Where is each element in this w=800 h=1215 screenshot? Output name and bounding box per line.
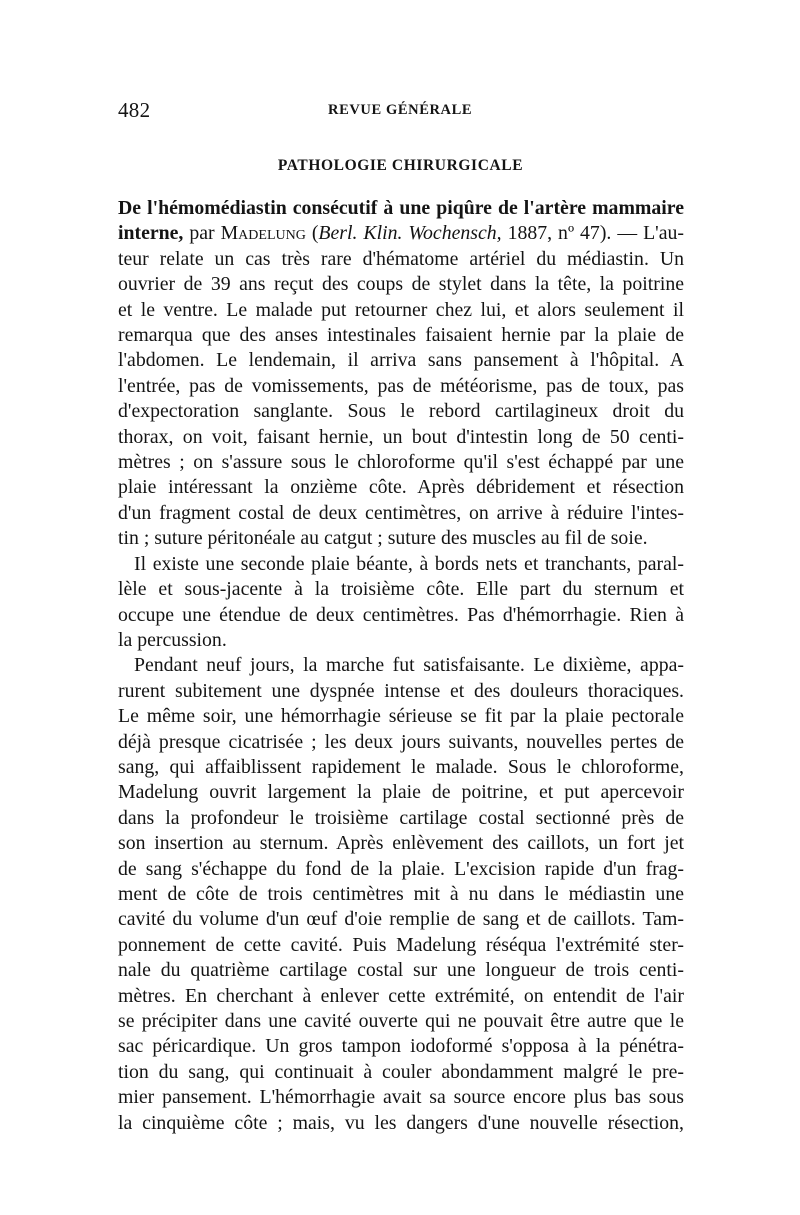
text-line: ment de côte de trois centimètres mit à nu dans le médiastin une [118,882,684,905]
text-line: d'expectoration sanglante. Sous le rebord cartilagineux droit du [118,400,684,423]
text-line: de sang s'échappe du fond de la plaie. L'excision rapide d'un frag- [118,857,684,880]
text-line: remarqua que des anses intestinales faisaient hernie par la plaie de [118,324,684,347]
text-line: mier pansement. L'hémorrhagie avait sa source encore plus bas sous [118,1086,684,1109]
text-line: la percussion. [118,628,227,651]
text-line: tin ; suture péritonéale au catgut ; suture des muscles au fil de soie. [118,527,648,550]
text-line: et le ventre. Le malade put retourner chez lui, et alors seulement il [118,298,684,321]
text-line: plaie intéressant la onzième côte. Après débridement et résection [118,476,684,499]
text-line: cavité du volume d'un œuf d'oie remplie de sang et de caillots. Tam- [118,908,684,931]
text-line: nale du quatrième cartilage costal sur une longueur de trois centi- [118,959,684,982]
page-number: 482 [118,98,151,122]
text-line: dans la profondeur le troisième cartilage costal sectionné près de [118,806,684,829]
text-line: son insertion au sternum. Après enlèvement des caillots, un fort jet [118,832,684,855]
text-line: sac péricardique. Un gros tampon iodoformé s'opposa à la pénétra- [118,1035,684,1058]
text-line: d'un fragment costal de deux centimètres, on arrive à réduire l'intes- [118,501,684,524]
text-line: rurent subitement une dyspnée intense et des douleurs thoraciques. [118,679,684,702]
text-line: teur relate un cas très rare d'hématome artériel du médiastin. Un [118,247,684,270]
text-line: occupe une étendue de deux centimètres. Pas d'hémorrhagie. Rien à [118,603,684,626]
article-body [118,196,684,1136]
text-line: Le même soir, une hémorrhagie sérieuse se fit par la plaie pectorale [118,705,684,728]
running-head: REVUE GÉNÉRALE [328,102,473,118]
text-line: ouvrier de 39 ans reçut des coups de stylet dans la tête, la poitrine [118,273,684,296]
text-line: Pendant neuf jours, la marche fut satisfaisante. Le dixième, appa- [134,654,684,677]
text-line: se précipiter dans une cavité ouverte qui ne pouvait être autre que le [118,1010,684,1032]
text-line: déjà presque cicatrisée ; les deux jours suivants, nouvelles pertes de [118,730,684,753]
text-line: Il existe une seconde plaie béante, à bords nets et tranchants, paral- [134,552,684,575]
text-line: la cinquième côte ; mais, vu les dangers d'une nouvelle résection, [118,1111,684,1134]
text-line: mètres. En cherchant à enlever cette extrémité, on entendit de l'air [118,984,684,1007]
page-header [118,98,683,124]
section-title: PATHOLOGIE CHIRURGICALE [277,157,524,174]
text-line: tion du sang, qui continuait à couler abondamment malgré le pre- [118,1060,684,1083]
text-line: l'abdomen. Le lendemain, il arriva sans pansement à l'hôpital. A [118,349,684,372]
text-line: l'entrée, pas de vomissements, pas de météorisme, pas de toux, pas [118,374,684,397]
text-line: lèle et sous-jacente à la troisième côte. Elle part du sternum et [118,578,684,601]
text-line: ponnement de cette cavité. Puis Madelung réséqua l'extrémité ster- [118,933,684,956]
article-title-citation-line: interne, par Madelung (Berl. Klin. Wochensch, 1887, nº 47). — L'au- [118,222,684,245]
text-line: Madelung ouvrit largement la plaie de poitrine, et put apercevoir [118,781,684,804]
text-line: mètres ; on s'assure sous le chloroforme qu'il s'est échappé par une [118,451,684,474]
author-name: Madelung [220,222,306,245]
text-line: thorax, on voit, faisant hernie, un bout d'intestin long de 50 centi- [118,425,684,448]
journal-name: Berl. Klin. Wochensch, [318,222,502,245]
article-title-line: De l'hémomédiastin consécutif à une piqûre de l'artère mammaire [118,197,684,219]
text-line: sang, qui affaiblissent rapidement le malade. Sous le chloroforme, [118,755,684,778]
